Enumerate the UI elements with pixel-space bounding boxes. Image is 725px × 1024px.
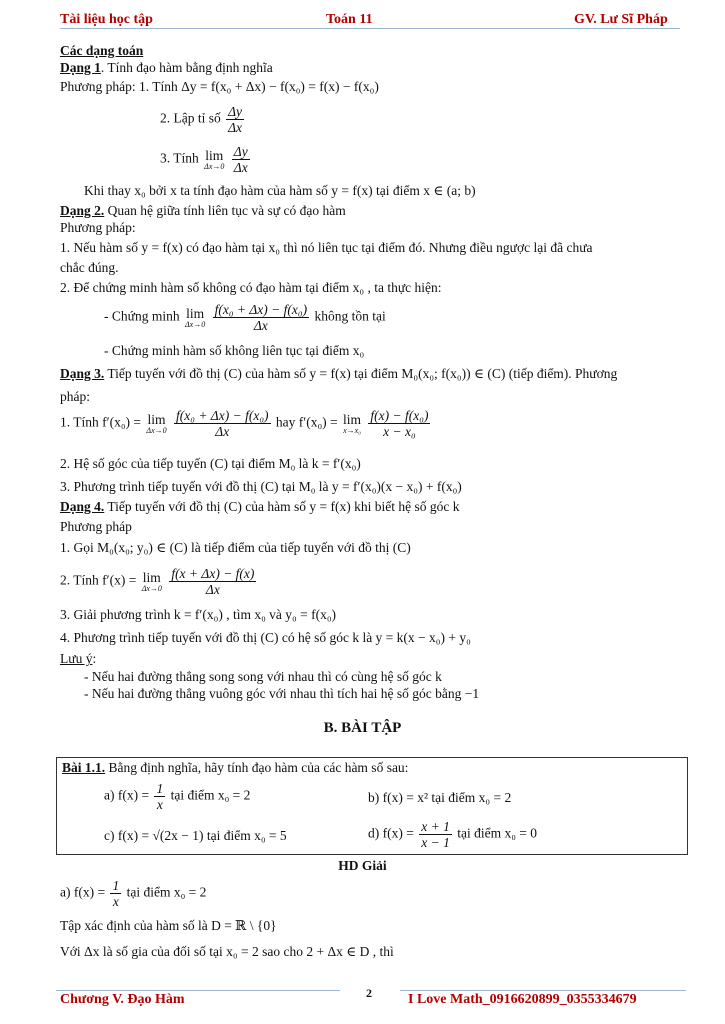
- frac-num: 1: [156, 781, 164, 796]
- header-left: Tài liệu học tập: [60, 12, 153, 27]
- item-d-post: tại điểm x₀ = 0: [457, 825, 538, 841]
- solution-heading: HD Giải: [338, 858, 387, 873]
- frac-den: Δx: [205, 582, 220, 597]
- dang3-line3: 3. Phương trình tiếp tuyến với đồ thị (C) tại M₀ là y = f′(x₀)(x − x₀) + f(x₀): [60, 479, 462, 494]
- dang3-line1-label: 1. Tính f′(x₀) =: [60, 414, 142, 430]
- dang2-title-rest: Quan hệ giữa tính liên tục và sự có đạo hàm: [104, 203, 346, 218]
- frac-den: x: [156, 797, 163, 812]
- dang1-step3-label: 3. Tính: [160, 150, 199, 166]
- limit: [343, 413, 361, 435]
- solution-domain: Tập xác định của hàm số là D = ℝ \ {0}: [60, 918, 277, 933]
- lim-text: lim: [142, 569, 161, 585]
- frac-den: Δx: [215, 424, 230, 439]
- method1-end: không tồn tại: [314, 308, 386, 324]
- footer-left: Chương V. Đạo Hàm: [60, 992, 185, 1007]
- solution-a-post: tại điểm x₀ = 2: [126, 884, 207, 900]
- difference-fraction: [174, 408, 271, 439]
- item-a-pre: a) f(x) =: [104, 787, 150, 803]
- dang1-step2-label: 2. Lập tỉ số: [160, 110, 221, 126]
- dang1-heading: [60, 60, 273, 76]
- exercise-heading: [62, 760, 408, 776]
- dang4-line2: [60, 566, 258, 597]
- item-d-pre: d) f(x) =: [368, 825, 414, 841]
- dang1-title-rest: . Tính đạo hàm bằng định nghĩa: [100, 60, 273, 75]
- note-title: Lưu ý: [60, 651, 93, 666]
- exercise-item-c: c) f(x) = √(2x − 1) tại điểm x₀ = 5: [104, 828, 287, 843]
- difference-fraction: [213, 302, 310, 333]
- exercise-title-rest: Bằng định nghĩa, hãy tính đạo hàm của các hàm số sau:: [105, 760, 409, 775]
- item-a-post: tại điểm x₀ = 2: [170, 787, 251, 803]
- difference-fraction: [169, 566, 256, 597]
- dang4-method: Phương pháp: [60, 519, 132, 534]
- dang2-method2: - Chứng minh hàm số không liên tục tại điểm x₀: [104, 343, 365, 358]
- frac-num: f(x) − f(x₀): [370, 408, 429, 423]
- footer-divider-right: [400, 990, 686, 991]
- dang3-title: Dạng 3.: [60, 366, 105, 381]
- frac-num: f(x₀ + Δx) − f(x₀): [214, 302, 308, 317]
- limit: [204, 149, 224, 171]
- dang4-line4: 4. Phương trình tiếp tuyến với đồ thị (C) có hệ số góc k là y = k(x − x₀) + y₀: [60, 630, 471, 645]
- lim-text: lim: [205, 147, 224, 163]
- dang4-line3: 3. Giải phương trình k = f′(x₀) , tìm x₀ và y₀ = f(x₀): [60, 607, 337, 622]
- limit: [185, 307, 205, 329]
- exercise-title: Bài 1.1.: [62, 760, 106, 775]
- item-a-fraction: [154, 781, 165, 812]
- frac-den: x − 1: [421, 835, 450, 850]
- lim-sub: x→x₀: [343, 425, 361, 435]
- note-bullet-1: - Nếu hai đường thẳng song song với nhau thì có cùng hệ số góc k: [84, 669, 442, 684]
- frac-num: f(x + Δx) − f(x): [171, 566, 255, 581]
- frac-den: Δx: [228, 120, 243, 135]
- dang3-line1: [60, 408, 432, 439]
- dang2-method1: [104, 302, 386, 333]
- dang2-line1a: 1. Nếu hàm số y = f(x) có đạo hàm tại x₀ thì nó liên tục tại điểm đó. Nhưng điều ngược lại đã chưa: [60, 240, 593, 255]
- frac-den: Δx: [253, 318, 268, 333]
- dang2-method: Phương pháp:: [60, 220, 136, 235]
- section-b-title: B. BÀI TẬP: [323, 720, 402, 736]
- dang4-heading: [60, 499, 459, 515]
- lim-text: lim: [147, 411, 166, 427]
- frac-num: 1: [112, 878, 120, 893]
- dang1-title: Dạng 1: [60, 60, 101, 75]
- solution-a-pre: a) f(x) =: [60, 884, 106, 900]
- footer-right: I Love Math_0916620899_0355334679: [408, 992, 637, 1007]
- dang2-title: Dạng 2.: [60, 203, 105, 218]
- note-heading: Lưu ý:: [60, 651, 97, 666]
- page-number: 2: [366, 986, 372, 1000]
- dang4-title-rest: Tiếp tuyến với đồ thị (C) của hàm số y = f(x) khi biết hệ số góc k: [104, 499, 460, 514]
- footer-divider-left: [56, 990, 340, 991]
- dang3-line2: 2. Hệ số góc của tiếp tuyến (C) tại điểm M₀ là k = f′(x₀): [60, 456, 361, 471]
- dang2-heading: [60, 203, 346, 219]
- item-d-fraction: [419, 819, 452, 850]
- dang2-line2: 2. Để chứng minh hàm số không có đạo hàm tại điểm x₀ , ta thực hiện:: [60, 280, 442, 295]
- lim-sub: Δx→0: [184, 319, 206, 329]
- method1-label: - Chứng minh: [104, 308, 180, 324]
- frac-num: f(x₀ + Δx) − f(x₀): [176, 408, 269, 423]
- dang1-note: Khi thay x₀ bởi x ta tính đạo hàm của hàm số y = f(x) tại điểm x ∈ (a; b): [84, 183, 476, 198]
- frac-den: x: [112, 894, 119, 909]
- lim-sub: Δx→0: [141, 583, 162, 593]
- header-divider: [60, 28, 680, 29]
- header-right: GV. Lư Sĩ Pháp: [574, 12, 668, 27]
- dang4-line2-label: 2. Tính f′(x) =: [60, 572, 137, 588]
- dang1-step2: [160, 104, 246, 135]
- dang3-title-rest: Tiếp tuyến với đồ thị (C) của hàm số y = f(x) tại điểm M₀(x₀; f(x₀)) ∈ (C) (tiếp điểm). Phương: [104, 366, 618, 381]
- dang1-step3: [160, 144, 252, 175]
- ratio-fraction: [232, 144, 250, 175]
- dang3-method: pháp:: [60, 389, 90, 404]
- dang4-title: Dạng 4.: [60, 499, 105, 514]
- section-title: Các dạng toán: [60, 43, 144, 58]
- dang1-step1: Phương pháp: 1. Tính Δy = f(x₀ + Δx) − f(x₀) = f(x) − f(x₀): [60, 79, 379, 94]
- exercise-item-d: [368, 819, 537, 850]
- difference-fraction: [368, 408, 430, 439]
- frac-num: Δy: [228, 104, 243, 119]
- exercise-item-b: b) f(x) = x² tại điểm x₀ = 2: [368, 790, 512, 805]
- lim-text: lim: [186, 305, 205, 321]
- limit: [146, 413, 166, 435]
- lim-sub: Δx→0: [146, 425, 167, 435]
- dang3-heading: [60, 366, 617, 382]
- frac-num: x + 1: [421, 819, 450, 834]
- lim-text: lim: [343, 411, 362, 427]
- ratio-fraction: [226, 104, 244, 135]
- note-bullet-2: - Nếu hai đường thẳng vuông góc với nhau thì tích hai hệ số góc bằng −1: [84, 686, 480, 701]
- lim-sub: Δx→0: [204, 161, 225, 171]
- exercise-item-a: [104, 781, 250, 812]
- dang2-line1b: chắc đúng.: [60, 260, 119, 275]
- frac-den: Δx: [233, 160, 248, 175]
- limit: [142, 571, 162, 593]
- header-center: Toán 11: [326, 12, 373, 27]
- dang3-line1-mid: hay f′(x₀) =: [275, 414, 338, 430]
- frac-num: Δy: [233, 144, 248, 159]
- solution-a-fraction: [110, 878, 121, 909]
- solution-increment: Với Δx là số gia của đối số tại x₀ = 2 sao cho 2 + Δx ∈ D , thì: [60, 944, 394, 959]
- frac-den: x − x₀: [383, 424, 416, 439]
- solution-a: [60, 878, 206, 909]
- dang4-line1: 1. Gọi M₀(x₀; y₀) ∈ (C) là tiếp điểm của tiếp tuyến với đồ thị (C): [60, 540, 411, 555]
